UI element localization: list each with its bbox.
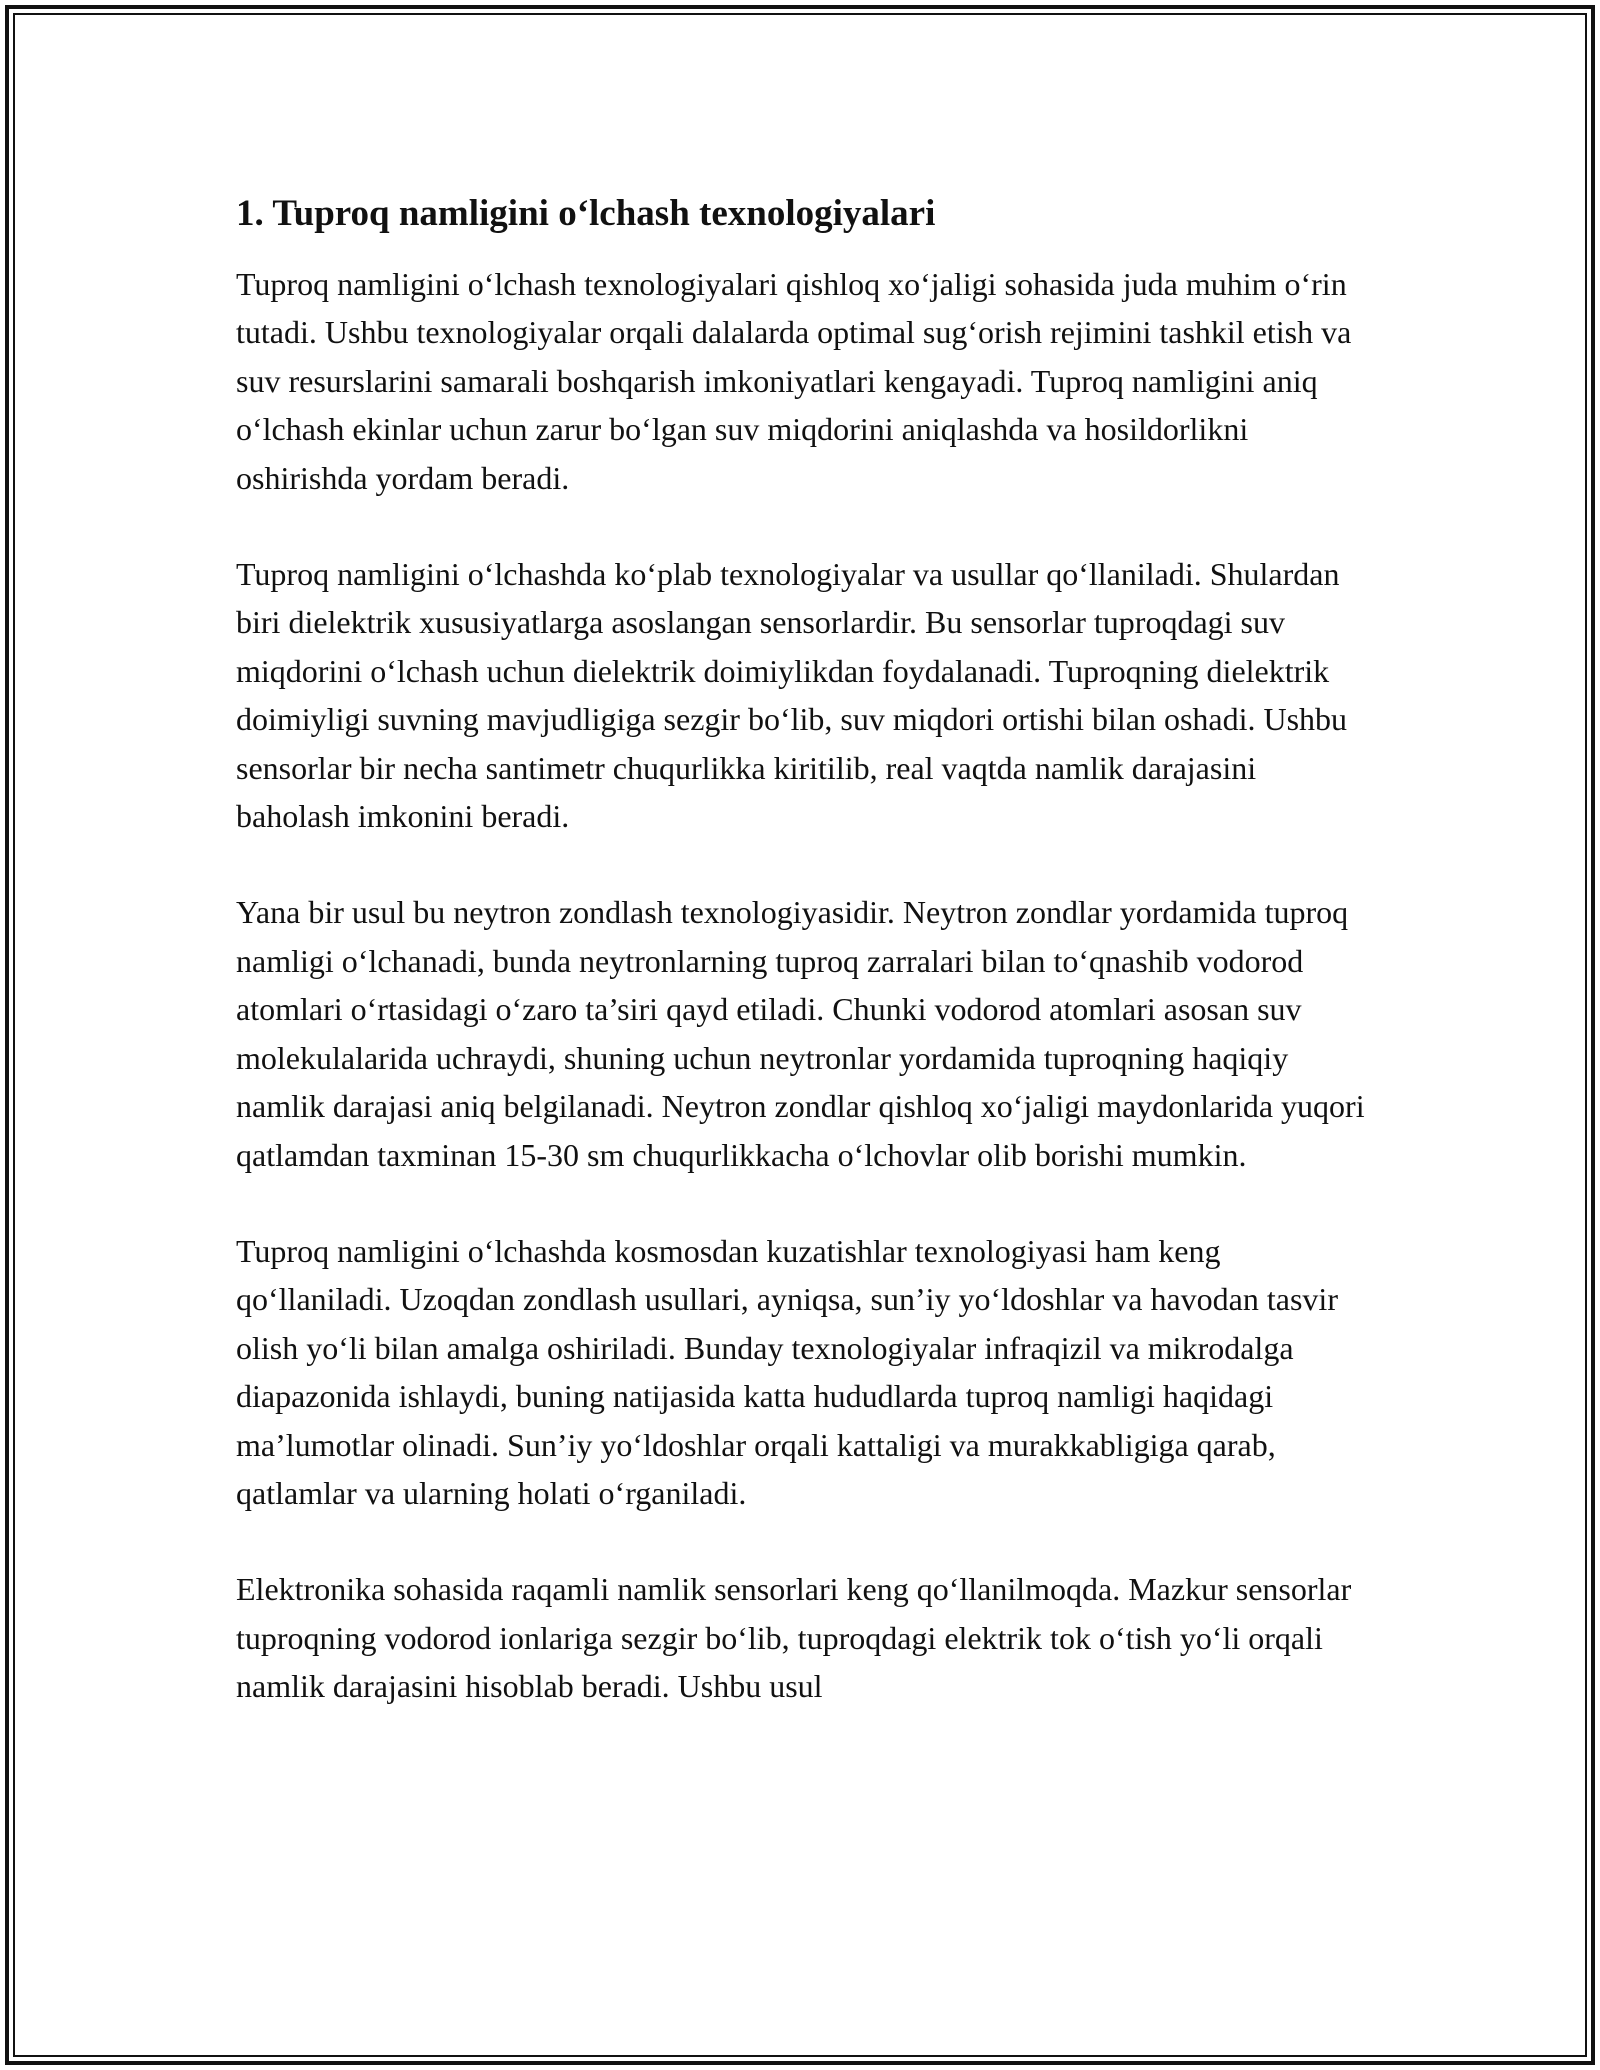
paragraph-1: Tuproq namligini o‘lchash texnologiyalari qishloq xo‘jaligi sohasida juda muhim o‘rin tutadi. Ushbu texnologiyalar orqali dalalarda optimal sug‘orish rejimini tashkil etish va suv resurslarini samarali boshqarish imkoniyatlari kengayadi. Tuproq namligini aniq o‘lchash ekinlar uchun zarur bo‘lgan suv miqdorini aniqlashda va hosildorlikni oshirishda yordam beradi. (236, 266, 1352, 496)
paragraph-4: Tuproq namligini o‘lchashda kosmosdan kuzatishlar texnologiyasi ham keng qo‘llaniladi. Uzoqdan zondlash usullari, ayniqsa, sun’iy yo‘ldoshlar va havodan tasvir olish yo‘li bilan amalga oshiriladi. Bunday texnologiyalar infraqizil va mikrodalga diapazonida ishlaydi, buning natijasida katta hududlarda tuproq namligi haqidagi ma’lumotlar olinadi. Sun’iy yo‘ldoshlar orqali kattaligi va murakkabligiga qarab, qatlamlar va ularning holati o‘rganiladi. (236, 1232, 1338, 1511)
paragraph-3: Yana bir usul bu neytron zondlash texnologiyasidir. Neytron zondlar yordamida tuproq namligi o‘lchanadi, bunda neytronlarning tuproq zarralari bilan to‘qnashib vodorod atomlari o‘rtasidagi o‘zaro ta’siri qayd etiladi. Chunki vodorod atomlari asosan suv molekulalarida uchraydi, shuning uchun neytronlar yordamida tuproqning haqiqiy namlik darajasi aniq belgilanadi. Neytron zondlar qishloq xo‘jaligi maydonlarida yuqori qatlamdan taxminan 15-30 sm chuqurlikkacha o‘lchovlar olib borishi mumkin. (236, 894, 1365, 1173)
document-body (236, 186, 1376, 1759)
paragraph-2: Tuproq namligini o‘lchashda ko‘plab texnologiyalar va usullar qo‘llaniladi. Shulardan biri dielektrik xususiyatlarga asoslangan sensorlardir. Bu sensorlar tuproqdagi suv miqdorini o‘lchash uchun dielektrik doimiylikdan foydalanadi. Tuproqning dielektrik doimiyligi suvning mavjudligiga sezgir bo‘lib, suv miqdori ortishi bilan oshadi. Ushbu sensorlar bir necha santimetr chuqurlikka kiritilib, real vaqtda namlik darajasini baholash imkonini beradi. (236, 556, 1348, 835)
paragraph-5: Elektronika sohasida raqamli namlik sensorlari keng qo‘llanilmoqda. Mazkur sensorlar tuproqning vodorod ionlariga sezgir bo‘lib, tuproqdagi elektrik tok o‘tish yo‘li orqali namlik darajasini hisoblab beradi. Ushbu usul (236, 1571, 1352, 1705)
section-heading: 1. Tuproq namligini o‘lchash texnologiyalari (236, 193, 936, 234)
